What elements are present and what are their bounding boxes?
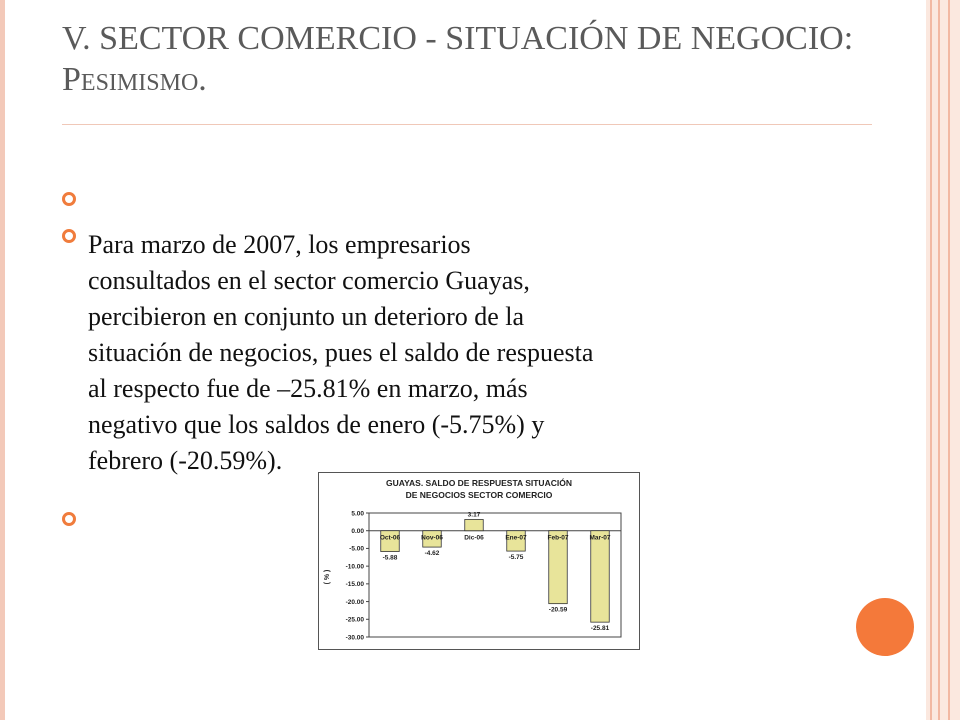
x-category-label: Mar-07 [589, 534, 611, 542]
bar-dic-06 [465, 519, 483, 530]
band-line [938, 0, 940, 720]
decorative-circle [856, 598, 914, 656]
bullet-icon [62, 512, 76, 526]
paragraph-line: situación de negocios, pues el saldo de respuesta [88, 338, 594, 367]
body-paragraph [88, 227, 818, 479]
x-category-label: Nov-06 [421, 534, 443, 542]
data-label: -5.75 [508, 554, 524, 562]
y-tick-label: -20.00 [345, 598, 364, 606]
x-category-label: Feb-07 [547, 534, 569, 542]
y-tick-label: -30.00 [345, 634, 364, 642]
paragraph-line: Para marzo de 2007, los empresarios [88, 230, 471, 259]
x-category-label: Ene-07 [505, 534, 527, 542]
data-label: -20.59 [548, 606, 568, 614]
title-divider [62, 124, 872, 125]
y-tick-label: -25.00 [345, 616, 364, 624]
bullet-icon [62, 192, 76, 206]
data-label: -25.81 [590, 625, 610, 633]
plot-frame [369, 513, 621, 637]
y-tick-label: -10.00 [345, 563, 364, 571]
chart-title-line-2: DE NEGOCIOS SECTOR COMERCIO [405, 490, 553, 500]
y-axis-label: ( % ) [324, 569, 331, 585]
bar-mar-07 [591, 531, 609, 622]
band-line [930, 0, 932, 720]
bar-chart [318, 472, 640, 650]
slide-title [62, 18, 882, 104]
x-category-label: Oct-06 [379, 534, 401, 542]
chart-title-line-1: GUAYAS. SALDO DE RESPUESTA SITUACIÓN [386, 478, 572, 488]
y-tick-label: 5.00 [351, 510, 364, 518]
title-end: . [198, 61, 207, 98]
left-border [0, 0, 5, 720]
data-label: 3.17 [467, 511, 481, 519]
paragraph-line: percibieron en conjunto un deterioro de la [88, 302, 525, 331]
right-decorative-band [926, 0, 960, 720]
chart-svg [319, 473, 639, 649]
title-small: ESIMISMO [80, 70, 199, 96]
x-category-label: Dic-06 [464, 534, 484, 542]
data-label: -5.88 [382, 554, 398, 562]
title-colon: : P [62, 20, 854, 98]
title-main: V. SECTOR COMERCIO - SITUACIÓN DE NEGOCIO [62, 20, 844, 57]
paragraph-line: negativo que los saldos de enero (-5.75%) y [88, 410, 545, 439]
data-label: -4.62 [424, 550, 440, 558]
band-line [948, 0, 950, 720]
plot-area [346, 510, 621, 641]
paragraph-line: febrero (-20.59%). [88, 446, 283, 475]
y-tick-label: -5.00 [349, 545, 364, 553]
paragraph-line: al respecto fue de –25.81% en marzo, más [88, 374, 528, 403]
paragraph-line: consultados en el sector comercio Guayas, [88, 266, 530, 295]
y-tick-label: 0.00 [351, 528, 364, 536]
y-tick-label: -15.00 [345, 581, 364, 589]
bullet-icon [62, 229, 76, 243]
